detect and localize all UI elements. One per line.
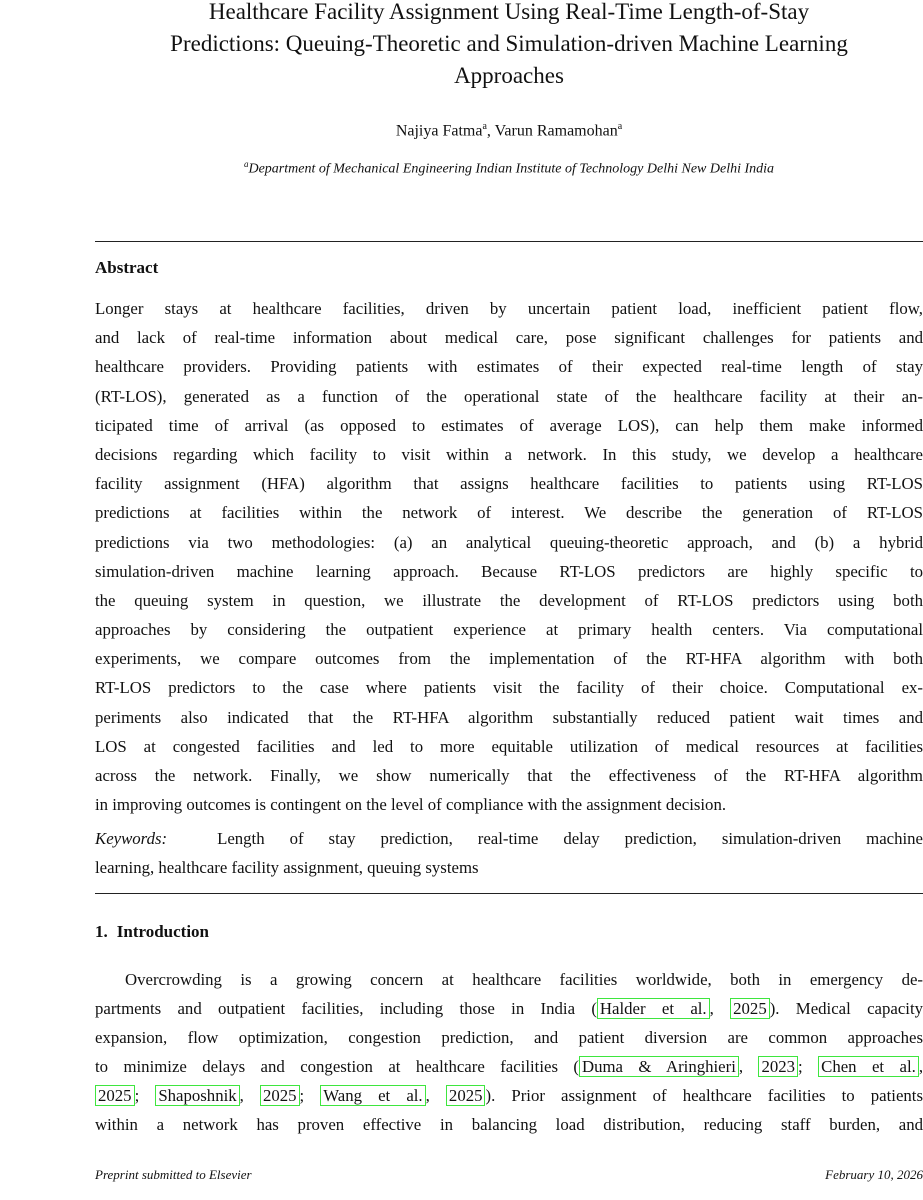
abstract-line: LOS at congested facilities and led to more equitable utilization of medical resources at facilities	[95, 736, 923, 756]
footer-preprint-note: Preprint submitted to Elsevier	[95, 1167, 252, 1182]
abstract-line: facility assignment (HFA) algorithm that assigns healthcare facilities to patients using RT-LOS	[95, 474, 923, 494]
abstract-line: the queuing system in question, we illustrate the development of RT-LOS predictors using both	[95, 590, 923, 610]
citation-link[interactable]: Halder et al.	[597, 998, 710, 1019]
keywords-label: Keywords:	[95, 829, 168, 848]
abstract-heading: Abstract	[95, 258, 159, 277]
abstract-line: ticipated time of arrival (as opposed to estimates of average LOS), can help them make informed	[95, 415, 923, 435]
affiliation	[95, 159, 923, 178]
affiliation-mark: a	[617, 121, 623, 132]
intro-text: ). Medical capacity	[769, 999, 923, 1018]
abstract-line: and lack of real-time information about medical care, pose significant challenges for patients and	[95, 328, 923, 348]
keywords-line-1	[95, 824, 923, 853]
intro-line	[95, 1081, 923, 1110]
citation-link[interactable]: Wang et al.	[320, 1085, 425, 1106]
footer-date: February 10, 2026	[825, 1167, 923, 1182]
abstract-line: in improving outcomes is contingent on the level of compliance with the assignment decision.	[95, 795, 727, 815]
intro-text: partments and outpatient facilities, including those in India (	[95, 999, 597, 1018]
abstract-line: periments also indicated that the RT-HFA algorithm substantially reduced patient wait times and	[95, 707, 923, 727]
intro-text: ;	[134, 1086, 156, 1105]
intro-line	[95, 1052, 923, 1081]
keywords	[95, 824, 923, 882]
citation-link[interactable]: 2025	[260, 1085, 300, 1106]
top-divider	[95, 241, 923, 242]
abstract-line: simulation-driven machine learning approach. Because RT-LOS predictors are highly specific to	[95, 561, 923, 581]
abstract-line: experiments, we compare outcomes from the implementation of the RT-HFA algorithm with both	[95, 649, 923, 669]
affiliation-mark: a	[243, 159, 249, 169]
abstract-line: RT-LOS predictors to the case where patients visit the facility of their choice. Computational ex-	[95, 678, 923, 698]
intro-text: ,	[709, 999, 731, 1018]
intro-line	[95, 994, 923, 1023]
author-name: Varun Ramamohan	[494, 122, 618, 140]
intro-text: ,	[738, 1057, 759, 1076]
arxiv-identifier-stamp	[5, 258, 61, 883]
abstract-line: decisions regarding which facility to visit within a network. In this study, we develop a healthcare	[95, 444, 923, 464]
abstract-line: predictions at facilities within the network of interest. We describe the generation of RT-LOS	[95, 503, 923, 523]
section-heading	[95, 922, 218, 942]
intro-line: within a network has proven effective in balancing load distribution, reducing staff burden, and	[95, 1115, 923, 1134]
intro-text: ;	[798, 1057, 819, 1076]
abstract-line: approaches by considering the outpatient experience at primary health centers. Via computational	[95, 620, 923, 640]
citation-link[interactable]: Shaposhnik	[155, 1085, 239, 1106]
author-list	[95, 121, 923, 140]
abstract-line: Longer stays at healthcare facilities, driven by uncertain patient load, inefficient patient flow,	[95, 299, 923, 318]
affiliation-mark: a	[482, 121, 487, 132]
abstract-line: across the network. Finally, we show numerically that the effectiveness of the RT-HFA algorithm	[95, 766, 923, 785]
intro-text: ,	[918, 1057, 923, 1076]
intro-line: expansion, flow optimization, congestion prediction, and patient diversion are common approaches	[95, 1028, 923, 1047]
title-line-2: Predictions: Queuing-Theoretic and Simulation-driven Machine Learning	[170, 31, 848, 56]
intro-text: ;	[299, 1086, 321, 1105]
citation-link[interactable]: 2023	[758, 1056, 798, 1077]
paper-title	[95, 0, 923, 92]
abstract-line: (RT-LOS), generated as a function of the operational state of the healthcare facility at their an-	[95, 386, 923, 406]
introduction-body	[95, 965, 923, 1139]
title-line-3: Approaches	[454, 63, 564, 88]
title-line-1: Healthcare Facility Assignment Using Real-Time Length-of-Stay	[208, 0, 810, 24]
intro-text: to minimize delays and congestion at healthcare facilities (	[95, 1057, 579, 1076]
intro-text: ,	[239, 1086, 260, 1105]
abstract-line: healthcare providers. Providing patients with estimates of their expected real-time length of stay	[95, 357, 923, 377]
citation-link[interactable]: 2025	[730, 998, 770, 1019]
keywords-text: Length of stay prediction, real-time delay prediction, simulation-driven machine	[217, 829, 923, 848]
section-number: 1.	[95, 922, 108, 941]
citation-link[interactable]: 2025	[446, 1085, 486, 1106]
citation-link[interactable]: Duma & Aringhieri	[579, 1056, 739, 1077]
citation-link[interactable]: 2025	[95, 1085, 135, 1106]
author-name: Najiya Fatma	[395, 122, 483, 140]
abstract-body	[95, 294, 923, 819]
affiliation-text: Department of Mechanical Engineering Indian Institute of Technology Delhi New Delhi India	[248, 161, 775, 177]
citation-link[interactable]: Chen et al.	[818, 1056, 919, 1077]
author-separator: ,	[486, 122, 495, 140]
intro-line: Overcrowding is a growing concern at healthcare facilities worldwide, both in emergency de-	[125, 970, 923, 989]
abstract-line: predictions via two methodologies: (a) an analytical queuing-theoretic approach, and (b) a hybrid	[95, 532, 923, 552]
intro-text: ). Prior assignment of healthcare facilities to patients	[485, 1086, 923, 1105]
bottom-divider	[95, 893, 923, 894]
intro-text: ,	[425, 1086, 446, 1105]
section-title: Introduction	[116, 922, 210, 941]
keywords-line-2: learning, healthcare facility assignment, queuing systems	[95, 858, 479, 877]
